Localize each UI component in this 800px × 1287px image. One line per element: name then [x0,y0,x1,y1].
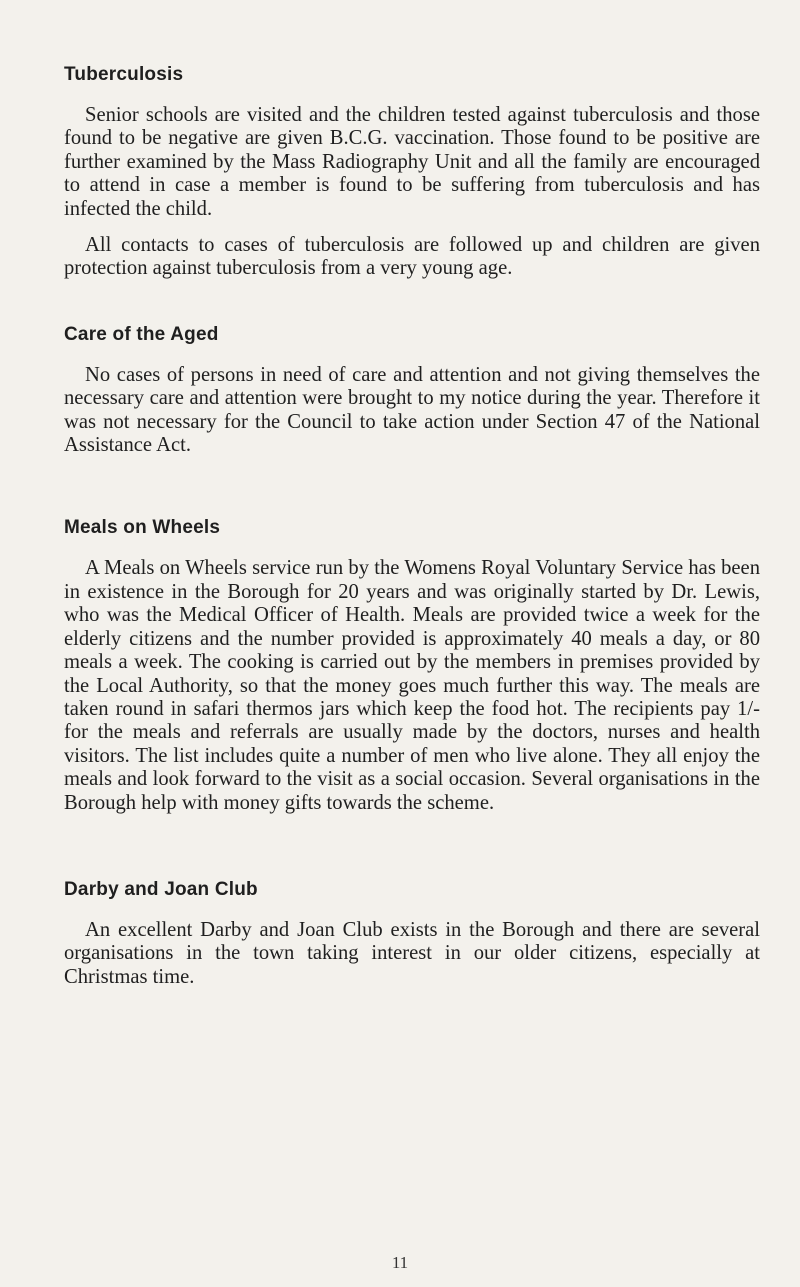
section-heading: Darby and Joan Club [64,878,258,900]
section-care-of-the-aged [64,324,760,458]
section-tuberculosis [64,64,760,281]
section-heading: Meals on Wheels [64,517,221,539]
section-heading: Tuberculosis [64,64,184,85]
paragraph: All contacts to cases of tuberculosis are followed up and children are given protection against tuberculosis from a very young age. [64,234,760,280]
section-heading: Care of the Aged [64,323,219,345]
page-number: 11 [391,1253,409,1272]
section-meals-on-wheels [64,517,760,814]
paragraph: An excellent Darby and Joan Club exists in the Borough and there are several organisations in the town taking interest in our older citizens, especially at Christmas time. [64,918,760,988]
document-page [64,64,760,989]
paragraph: Senior schools are visited and the children tested against tuberculosis and those found to be negative are given B.C.G. vaccination. Those found to be positive are further examined by the Mass Radiography Unit and all the family are encouraged to attend in case a member is found to be suffering from tuberculosis and has infected the child. [64,104,760,220]
paragraph: No cases of persons in need of care and attention and not giving themselves the necessary care and attention were brought to my notice during the year. Therefore it was not necessary for the Council to take action under Section 47 of the National Assistance Act. [64,363,760,457]
section-darby-and-joan-club [64,879,760,989]
paragraph: A Meals on Wheels service run by the Womens Royal Voluntary Service has been in existence in the Borough for 20 years and was originally started by Dr. Lewis, who was the Medical Officer of Health. Meals are provided twice a week for the elderly citizens and the number provided is approximately 40 meals a day, or 80 meals a week. The cooking is carried out by the members in premises provided by the Local Authority, so that the money goes much further this way. The meals are taken round in safari thermos jars which keep the food hot. The recipients pay 1/- for the meals and referrals are usually made by the doctors, nurses and health visitors. The list includes quite a number of men who live alone. They all enjoy the meals and look forward to the visit as a social occasion. Several organisations in the Borough help with money gifts towards the scheme. [64,557,760,814]
